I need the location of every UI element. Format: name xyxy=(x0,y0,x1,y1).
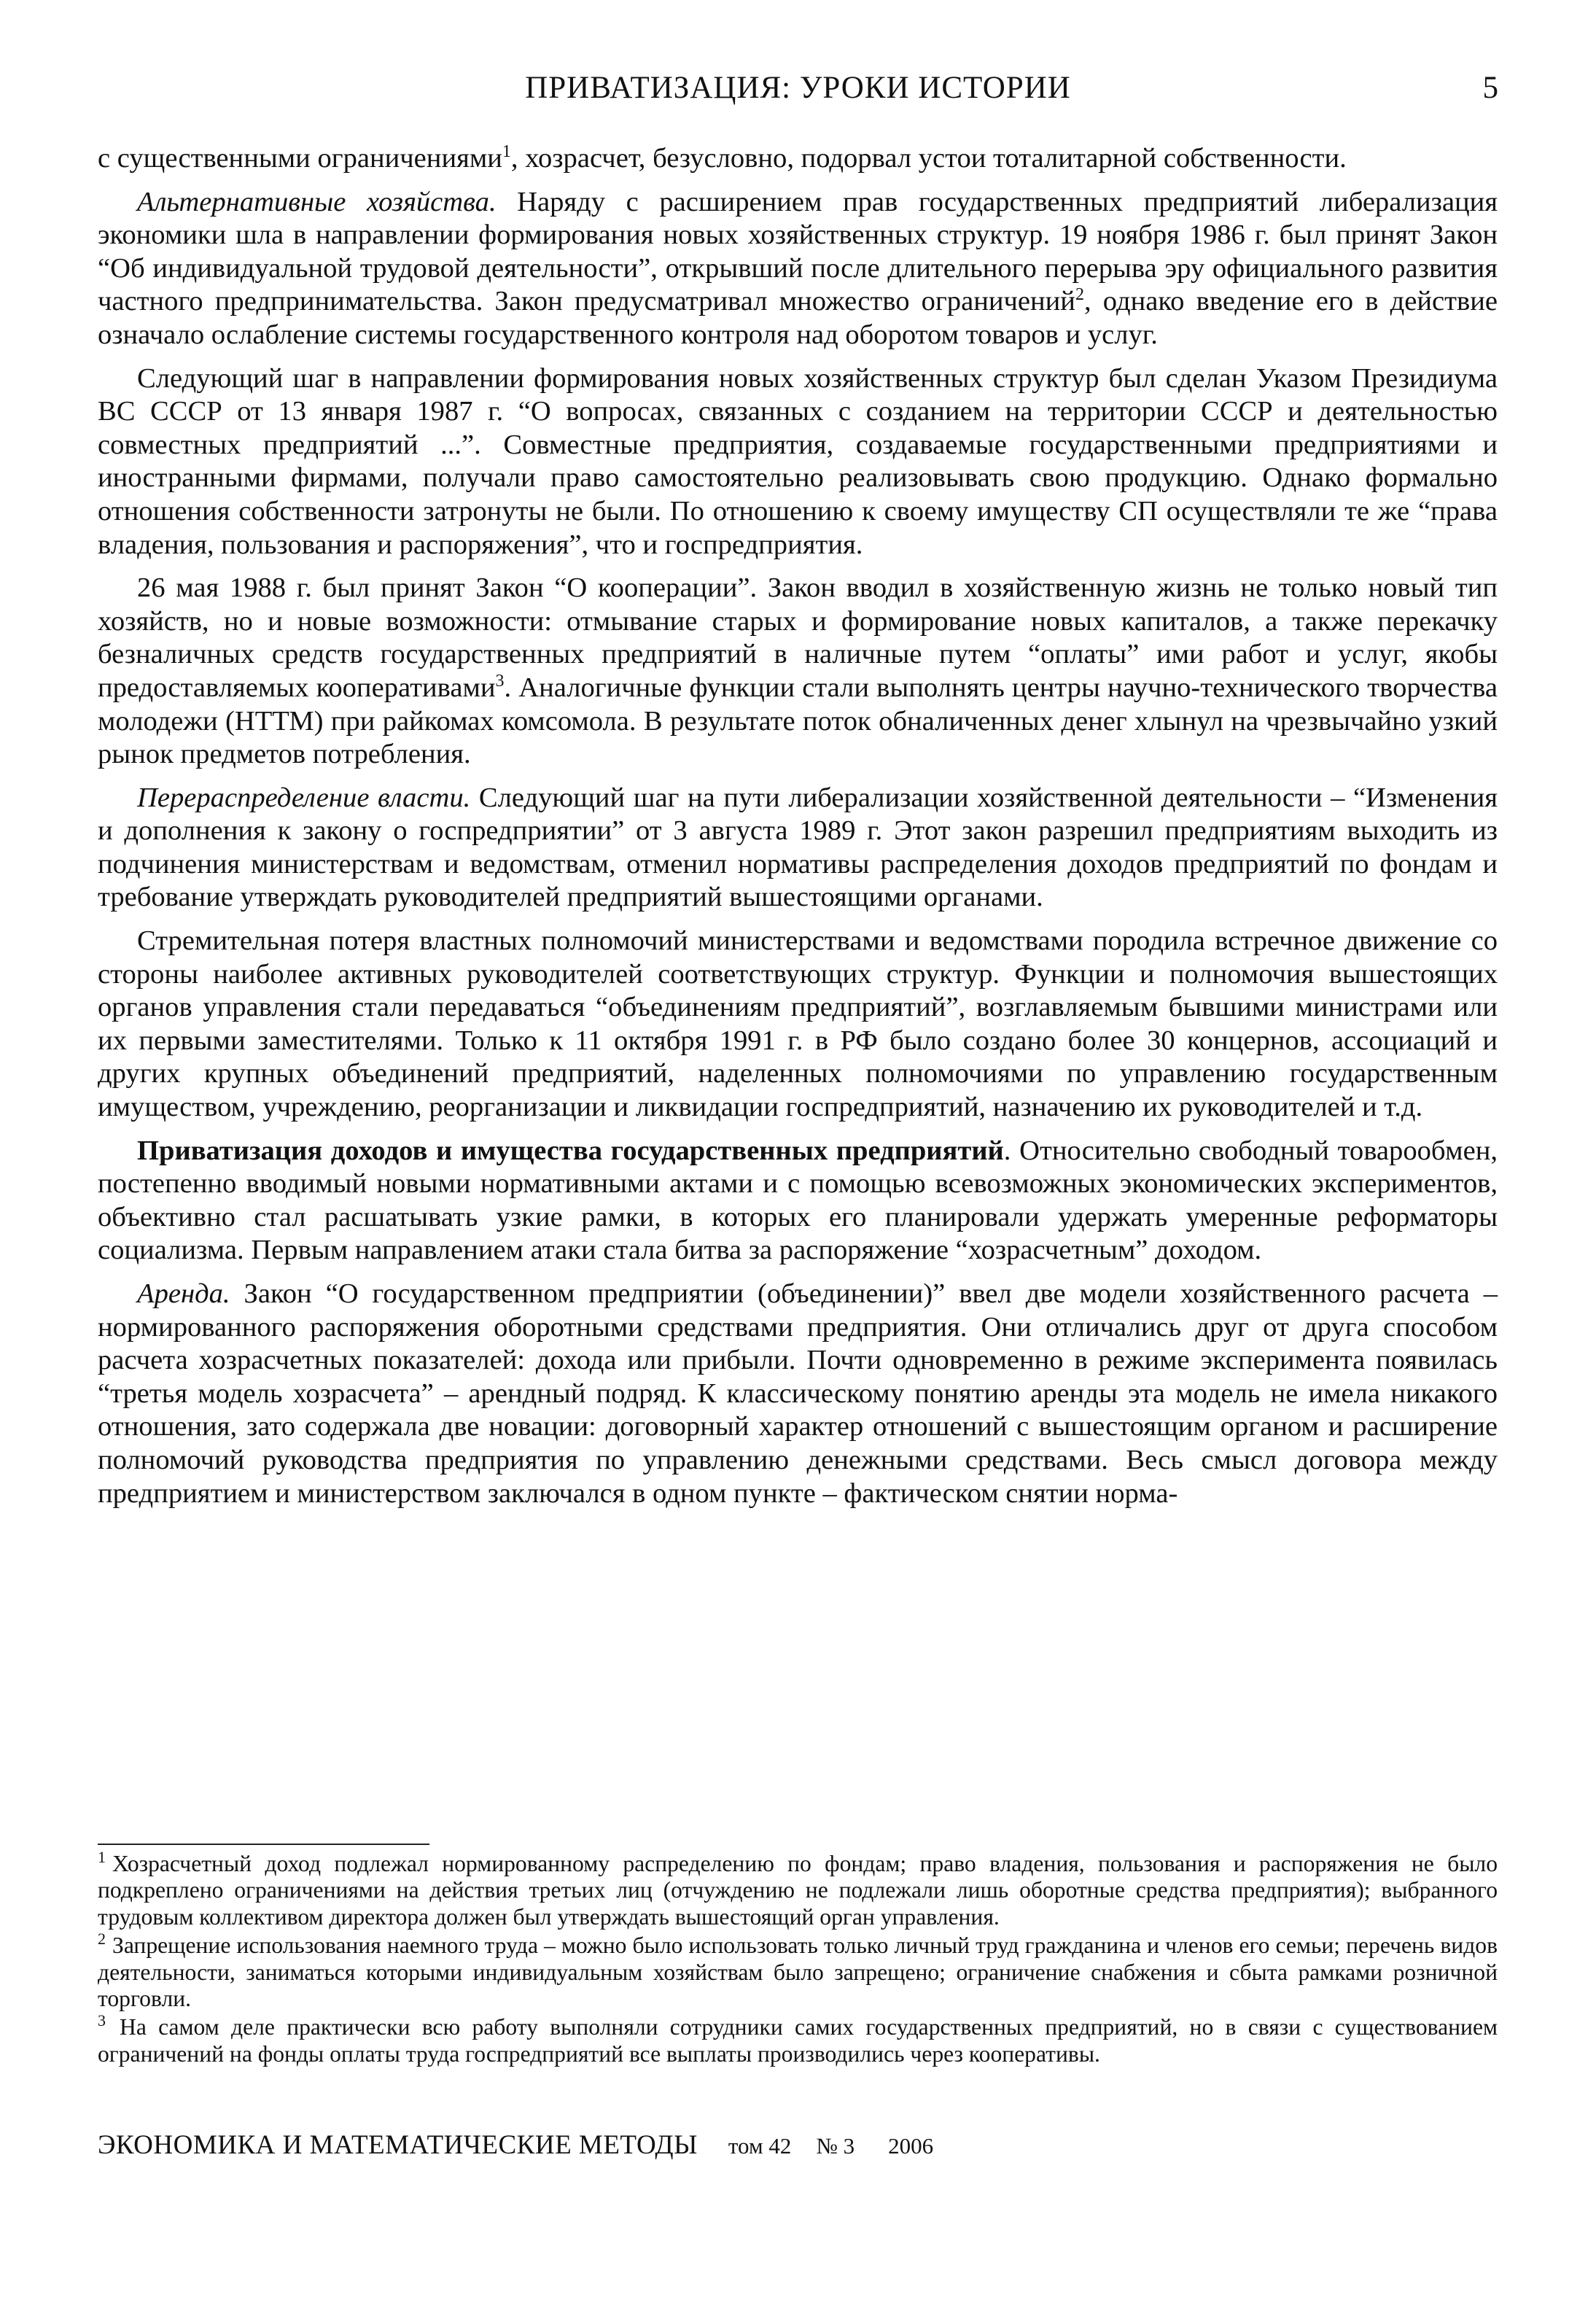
running-head xyxy=(98,70,1498,114)
paragraph-2 xyxy=(98,186,1498,352)
footnotes xyxy=(98,1848,1498,2070)
paragraph-1 xyxy=(98,142,1498,176)
paragraph-text: , однако введение его в действие означало ослабление системы государственного контроля над оборотом товаров и услуг. xyxy=(98,286,1498,350)
paragraph-text: 26 мая 1988 г. был принят Закон “О кооперации”. Закон вводил в хозяйственную жизнь не только новый тип хозяйств, но и новые возможности: отмывание старых и формирование новых капиталов, а также перекачку безналичных средств государственных предприятий в наличные путем “оплаты” ими работ и услуг, якобы предоставляемых кооперативами xyxy=(98,572,1498,703)
footnote-ref-2: 2 xyxy=(1075,285,1084,305)
footnote-ref-3: 3 xyxy=(495,671,505,691)
section-lead-italic: Аренда. xyxy=(137,1278,230,1309)
paragraph-5 xyxy=(98,782,1498,914)
journal-name: ЭКОНОМИКА И МАТЕМАТИЧЕСКИЕ МЕТОДЫ xyxy=(98,2130,698,2160)
section-lead-italic: Альтернативные хозяйства. xyxy=(137,186,497,217)
journal-volume: том 42 xyxy=(728,2133,792,2159)
paragraph-text: Закон “О государственном предприятии (объединении)” ввел две модели хозяйственного расчета – нормированного распоряжения оборотными средствами предприятия. Они отличались друг от друга способом расчета хозрасчетных показателей: дохода или прибыли. Почти одновременно в режиме эксперимента появилась “третья модель хозрасчета” – арендный подряд. К классическому понятию аренды эта модель не имела никакого отношения, зато содержала две новации: договорный характер отношений с вышестоящим органом и расширение полномочий руководства предприятия по управлению денежными средствами. Весь смысл договора между предприятием и министерством заключался в одном пункте – фактическом снятии норма- xyxy=(98,1278,1498,1509)
section-lead-bold: Приватизация доходов и имущества государственных предприятий xyxy=(137,1135,1004,1166)
paragraph-4 xyxy=(98,572,1498,772)
footnote-text: На самом деле практически всю работу выполняли сотрудники самих государственных предприятий, но в связи с существованием ограничений на фонды оплаты труда госпредприятий все выплаты производились через кооперативы. xyxy=(98,2014,1498,2067)
footnote-divider xyxy=(98,1844,429,1845)
footnote-text: Запрещение использования наемного труда – можно было использовать только личный труд гражданина и членов его семьи; перечень видов деятельности, заниматься которыми индивидуальным хозяйствам было запрещено; ограничение снабжения и сбыта рамками розничной торговли. xyxy=(98,1932,1498,2012)
footnote-2: 2 Запрещение использования наемного труда – можно было использовать только личный труд гражданина и членов его семьи; перечень видов деятельности, заниматься которыми индивидуальным хозяйствам было запрещено; ограничение снабжения и сбыта рамками розничной торговли. xyxy=(98,1930,1498,2012)
paragraph-6: Стремительная потеря властных полномочий министерствами и ведомствами породила встречное движение со стороны наиболее активных руководителей соответствующих структур. Функции и полномочия вышестоящих органов управления стали передаваться “объединениям предприятий”, возглавляемым бывшими министрами или их первыми заместителями. Только к 11 октября 1991 г. в РФ было создано более 30 концернов, ассоциаций и других крупных объединений предприятий, наделенных полномочиями по управлению государственным имуществом, учреждению, реорганизации и ликвидации госпредприятий, назначению их руководителей и т.д. xyxy=(98,925,1498,1123)
journal-footer xyxy=(98,2129,1264,2161)
running-title: ПРИВАТИЗАЦИЯ: УРОКИ ИСТОРИИ xyxy=(525,71,1071,105)
journal-year: 2006 xyxy=(888,2133,934,2159)
page-number: 5 xyxy=(1482,71,1498,105)
section-lead-italic: Перераспределение власти. xyxy=(137,782,471,813)
footnote-text: Хозрасчетный доход подлежал нормированному распределению по фондам; право владения, пользования и распоряжения не было подкреплено ограничениями на действия третьих лиц (отчуждению не подлежали лишь оборотные средства предприятия); выбранного трудовым коллективом директора должен был утверждать вышестоящий орган управления. xyxy=(98,1851,1498,1930)
paragraph-8 xyxy=(98,1278,1498,1510)
paragraph-text: , хозрасчет, безусловно, подорвал устои тоталитарной собственности. xyxy=(510,143,1347,174)
paragraph-7 xyxy=(98,1135,1498,1267)
footnote-ref-1: 1 xyxy=(502,142,511,161)
article-body xyxy=(98,142,1498,1520)
paragraph-text: . Относительно свободный товарообмен, постепенно вводимый новыми нормативными актами и с помощью всевозможных экономических экспериментов, объективно стал расшатывать узкие рамки, в которых его планировали удержать умеренные реформаторы социализма. Первым направлением атаки стала битва за распоряжение “хозрасчетным” доходом. xyxy=(98,1135,1498,1266)
paragraph-text: Наряду с расширением прав государственных предприятий либерализация экономики шла в направлении формирования новых хозяйственных структур. 19 ноября 1986 г. был принят Закон “Об индивидуальной трудовой деятельности”, открывший после длительного перерыва эру официального развития частного предпринимательства. Закон предусматривал множество ограничений xyxy=(98,186,1498,317)
footnote-3: 3 На самом деле практически всю работу выполняли сотрудники самих государственных предприятий, но в связи с существованием ограничений на фонды оплаты труда госпредприятий все выплаты производились через кооперативы. xyxy=(98,2011,1498,2067)
journal-issue: № 3 xyxy=(816,2133,855,2159)
paragraph-3: Следующий шаг в направлении формирования новых хозяйственных структур был сделан Указом Президиума ВС СССР от 13 января 1987 г. “О вопросах, связанных с созданием на территории СССР и деятельностью совместных предприятий ...”. Совместные предприятия, создаваемые государственными предприятиями и иностранными фирмами, получали право самостоятельно реализовывать свою продукцию. Однако формально отношения собственности затронуты не были. По отношению к своему имуществу СП осуществляли те же “права владения, пользования и распоряжения”, что и госпредприятия. xyxy=(98,362,1498,560)
footnote-1: 1 Хозрасчетный доход подлежал нормированному распределению по фондам; право владения, пользования и распоряжения не было подкреплено ограничениями на действия третьих лиц (отчуждению не подлежали лишь оборотные средства предприятия); выбранного трудовым коллективом директора должен был утверждать вышестоящий орган управления. xyxy=(98,1848,1498,1930)
paragraph-text: Следующий шаг на пути либерализации хозяйственной деятельности – “Изменения и дополнения к закону о госпредприятии” от 3 августа 1989 г. Этот закон разрешил предприятиям выходить из подчинения министерствам и ведомствам, отменил нормативы распределения доходов предприятий по фондам и требование утверждать руководителей предприятий вышестоящими органами. xyxy=(98,782,1498,913)
paragraph-text: . Аналогичные функции стали выполнять центры научно-технического творчества молодежи (НТТМ) при райкомах комсомола. В результате поток обналиченных денег хлынул на чрезвычайно узкий рынок предметов потребления. xyxy=(98,672,1498,770)
paragraph-text: с существенными ограничениями xyxy=(98,143,502,174)
